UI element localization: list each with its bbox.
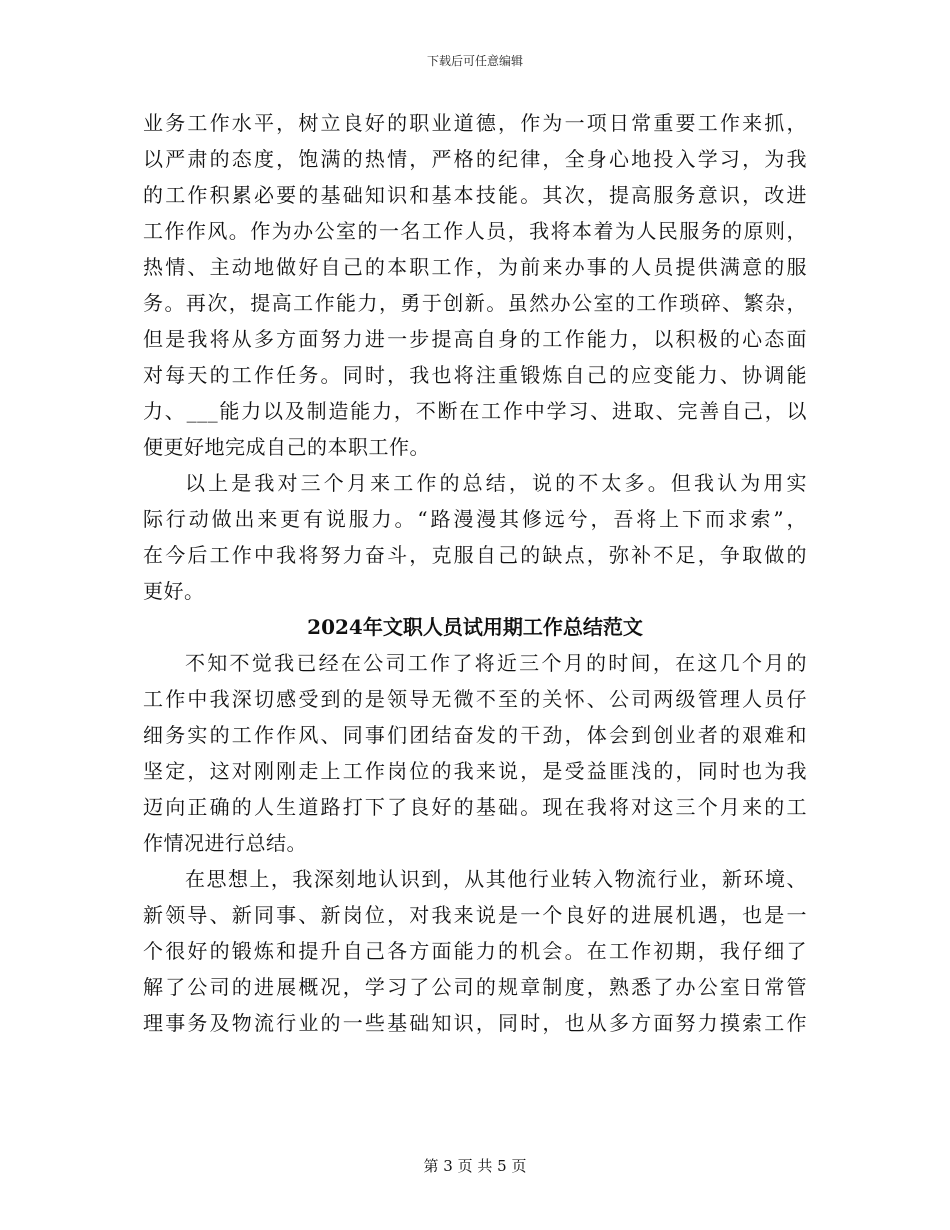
paragraph-line: 在今后工作中我将努力奋斗，克服自己的缺点，弥补不足，争取做的 bbox=[143, 543, 807, 567]
paragraph-line: 细务实的工作作风、同事们团结奋发的干劲，体会到创业者的艰难和 bbox=[143, 723, 807, 747]
paragraph-line: 工作中我深切感受到的是领导无微不至的关怀、公司两级管理人员仔 bbox=[143, 687, 807, 711]
page-header bbox=[0, 54, 950, 68]
paragraph-line: 的工作积累必要的基础知识和基本技能。其次，提高服务意识，改进 bbox=[143, 183, 807, 207]
paragraph-line: 个很好的锻炼和提升自己各方面能力的机会。在工作初期，我仔细了 bbox=[143, 939, 807, 963]
paragraph-line: 以上是我对三个月来工作的总结，说的不太多。但我认为用实 bbox=[185, 471, 807, 495]
paragraph-line: 在思想上，我深刻地认识到，从其他行业转入物流行业，新环境、 bbox=[185, 867, 807, 891]
page-number: 第 3 页 共 5 页 bbox=[423, 1157, 527, 1175]
paragraph-3 bbox=[143, 645, 807, 861]
document-body bbox=[143, 105, 807, 1041]
paragraph-line: 以严肃的态度，饱满的热情，严格的纪律，全身心地投入学习，为我 bbox=[143, 147, 807, 171]
header-note: 下载后可任意编辑 bbox=[426, 54, 523, 68]
paragraph-line: 工作作风。作为办公室的一名工作人员，我将本着为人民服务的原则， bbox=[143, 219, 807, 243]
section-title: 2024年文职人员试用期工作总结范文 bbox=[307, 615, 643, 639]
paragraph-line: 更好。 bbox=[143, 579, 205, 603]
paragraph-4 bbox=[143, 861, 807, 1041]
paragraph-line: 理事务及物流行业的一些基础知识，同时，也从多方面努力摸索工作 bbox=[143, 1011, 807, 1035]
paragraph-1 bbox=[143, 105, 807, 465]
paragraph-line: 热情、主动地做好自己的本职工作，为前来办事的人员提供满意的服 bbox=[143, 255, 807, 279]
paragraph-line: 作情况进行总结。 bbox=[143, 831, 307, 855]
paragraph-line: 不知不觉我已经在公司工作了将近三个月的时间，在这几个月的 bbox=[185, 651, 807, 675]
paragraph-line: 迈向正确的人生道路打下了良好的基础。现在我将对这三个月来的工 bbox=[143, 795, 807, 819]
paragraph-line: 新领导、新同事、新岗位，对我来说是一个良好的进展机遇，也是一 bbox=[143, 903, 807, 927]
paragraph-line: 际行动做出来更有说服力。“路漫漫其修远兮，吾将上下而求索”， bbox=[143, 507, 807, 531]
paragraph-line: 力、___能力以及制造能力，不断在工作中学习、进取、完善自己，以 bbox=[143, 399, 807, 423]
page-footer bbox=[0, 1157, 950, 1175]
paragraph-line: 但是我将从多方面努力进一步提高自身的工作能力，以积极的心态面 bbox=[143, 327, 807, 351]
paragraph-2 bbox=[143, 465, 807, 609]
paragraph-line: 坚定，这对刚刚走上工作岗位的我来说，是受益匪浅的，同时也为我 bbox=[143, 759, 807, 783]
paragraph-line: 对每天的工作任务。同时，我也将注重锻炼自己的应变能力、协调能 bbox=[143, 363, 807, 387]
paragraph-line: 业务工作水平，树立良好的职业道德，作为一项日常重要工作来抓， bbox=[143, 111, 807, 135]
paragraph-line: 便更好地完成自己的本职工作。 bbox=[143, 435, 430, 459]
paragraph-line: 解了公司的进展概况，学习了公司的规章制度，熟悉了办公室日常管 bbox=[143, 975, 807, 999]
paragraph-line: 务。再次，提高工作能力，勇于创新。虽然办公室的工作琐碎、繁杂， bbox=[143, 291, 807, 315]
